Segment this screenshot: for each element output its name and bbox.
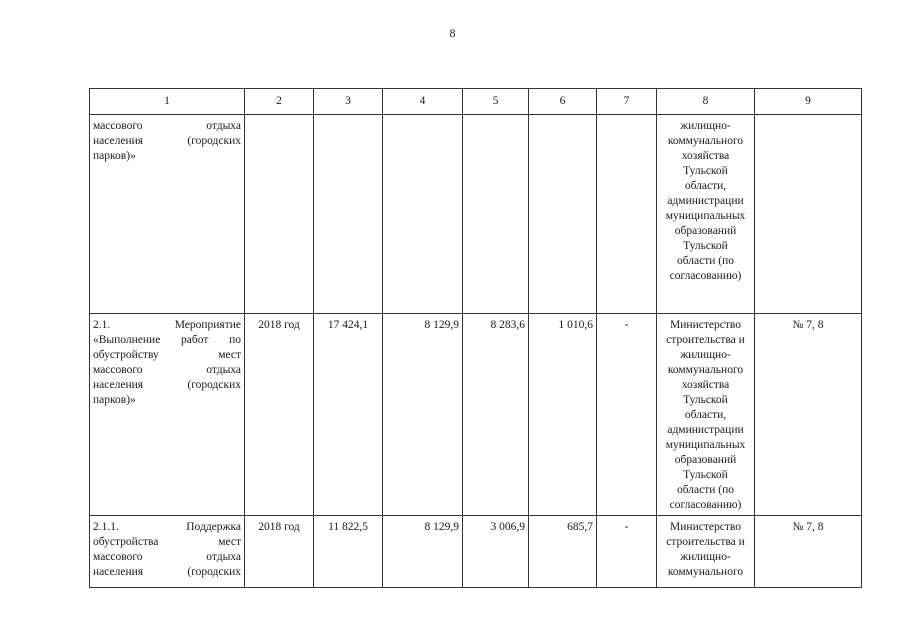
cell-line: согласованию) <box>669 270 742 282</box>
cell-indicator <box>755 115 862 314</box>
cell-line: массового отдыха <box>93 364 241 376</box>
cell-line: массового отдыха <box>93 120 241 132</box>
cell-line: согласованию) <box>669 499 742 511</box>
cell-line: жилищно- <box>680 120 731 132</box>
cell-period: 2018 год <box>245 314 314 516</box>
cell-other: - <box>597 314 657 516</box>
cell-executor <box>657 314 755 516</box>
column-header-2: 2 <box>245 89 314 115</box>
table-header-row <box>90 89 862 115</box>
cell-activity <box>90 516 245 588</box>
cell-federal: 8 129,9 <box>383 314 463 516</box>
cell-line: парков)» <box>93 394 136 406</box>
cell-line: муниципальных <box>665 439 746 451</box>
column-header-9: 9 <box>755 89 862 115</box>
cell-indicator: № 7, 8 <box>755 516 862 588</box>
cell-executor <box>657 516 755 588</box>
cell-line: коммунального <box>667 364 744 376</box>
cell-line: населения (городских <box>93 135 241 147</box>
cell-line: Министерство <box>670 521 741 533</box>
cell-line: обустройства мест <box>93 536 241 548</box>
cell-line: «Выполнение работ по <box>93 334 241 346</box>
cell-line: администрации <box>667 424 744 436</box>
cell-local: 685,7 <box>529 516 597 588</box>
cell-line: области, <box>684 409 727 421</box>
cell-line: жилищно- <box>680 551 731 563</box>
cell-period <box>245 115 314 314</box>
cell-line: коммунального <box>667 566 744 578</box>
cell-local: 1 010,6 <box>529 314 597 516</box>
cell-total: 11 822,5 <box>314 516 383 588</box>
cell-line: образований <box>674 225 737 237</box>
cell-line: 2.1. Мероприятие <box>93 319 241 331</box>
cell-line: Тульской <box>683 394 728 406</box>
column-header-3: 3 <box>314 89 383 115</box>
cell-period: 2018 год <box>245 516 314 588</box>
program-table <box>89 88 862 588</box>
column-header-1: 1 <box>90 89 245 115</box>
cell-line: хозяйства <box>681 379 730 391</box>
cell-federal: 8 129,9 <box>383 516 463 588</box>
cell-line: коммунального <box>667 135 744 147</box>
cell-line: Тульской <box>683 165 728 177</box>
cell-indicator: № 7, 8 <box>755 314 862 516</box>
cell-line: хозяйства <box>681 150 730 162</box>
cell-local <box>529 115 597 314</box>
cell-other: - <box>597 516 657 588</box>
column-header-7: 7 <box>597 89 657 115</box>
cell-line: области, <box>684 180 727 192</box>
cell-line: администрации <box>667 195 744 207</box>
cell-line: Министерство <box>670 319 741 331</box>
column-header-5: 5 <box>463 89 529 115</box>
cell-other <box>597 115 657 314</box>
column-header-8: 8 <box>657 89 755 115</box>
table-row <box>90 516 862 588</box>
cell-activity <box>90 115 245 314</box>
cell-line: области (по <box>676 255 735 267</box>
cell-line: населения (городских <box>93 566 241 578</box>
cell-line: населения (городских <box>93 379 241 391</box>
cell-activity <box>90 314 245 516</box>
cell-regional: 8 283,6 <box>463 314 529 516</box>
cell-total: 17 424,1 <box>314 314 383 516</box>
column-header-4: 4 <box>383 89 463 115</box>
cell-line: обустройству мест <box>93 349 241 361</box>
table-row <box>90 115 862 314</box>
cell-total <box>314 115 383 314</box>
cell-line: Тульской <box>683 469 728 481</box>
cell-line: строительства и <box>666 536 745 548</box>
cell-regional: 3 006,9 <box>463 516 529 588</box>
page-number: 8 <box>449 26 456 40</box>
cell-line: строительства и <box>666 334 745 346</box>
cell-federal <box>383 115 463 314</box>
table-row <box>90 314 862 516</box>
cell-line: парков)» <box>93 150 136 162</box>
cell-line: 2.1.1. Поддержка <box>93 521 241 533</box>
cell-line: муниципальных <box>665 210 746 222</box>
cell-regional <box>463 115 529 314</box>
cell-line: массового отдыха <box>93 551 241 563</box>
cell-executor <box>657 115 755 314</box>
cell-line: области (по <box>676 484 735 496</box>
column-header-6: 6 <box>529 89 597 115</box>
cell-line: Тульской <box>683 240 728 252</box>
cell-line: жилищно- <box>680 349 731 361</box>
cell-line: образований <box>674 454 737 466</box>
